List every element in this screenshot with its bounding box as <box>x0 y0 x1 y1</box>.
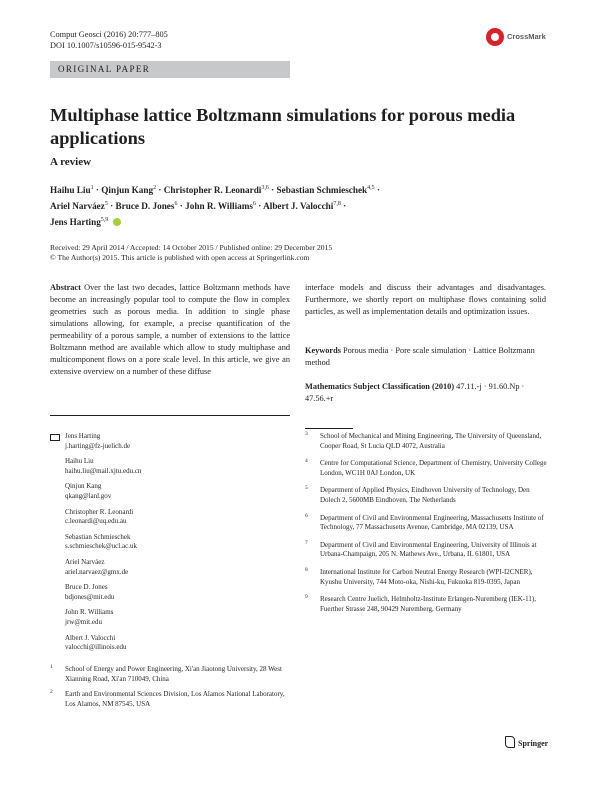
contact-name: Haihu Liu <box>65 457 94 466</box>
contact-entry <box>50 558 290 577</box>
affiliation-number: 2 <box>50 689 53 696</box>
affiliation <box>50 690 290 709</box>
affiliation-number: 4 <box>305 458 308 465</box>
contact-email[interactable]: qkang@lanl.gov <box>65 491 112 500</box>
crossmark-label: CrossMark <box>507 32 546 41</box>
orcid-icon[interactable] <box>113 218 121 226</box>
author[interactable]: Bruce D. Jones$^6$ <box>115 201 178 212</box>
author[interactable]: John R. Williams$^6$ <box>185 201 256 212</box>
affiliation <box>305 514 550 533</box>
affiliation-text: Research Centre Juelich, Helmholtz-Institute Erlangen-Nuremberg (IEK-11), Fuerther Strasse 248, 90429 Nuremberg, Germany <box>320 595 536 613</box>
author[interactable]: Ariel Narváez$^5$ <box>50 201 108 212</box>
affiliation-number: 5 <box>305 485 308 492</box>
affiliation <box>305 595 550 614</box>
affiliation-number: 1 <box>50 664 53 670</box>
affiliations-left <box>50 665 290 709</box>
affiliation <box>305 432 550 451</box>
contact-entry <box>50 457 290 476</box>
affiliation-text: International Institute for Carbon Neutral Energy Research (WPI-I2CNER), Kyushu University, 744 Moto-oka, Nishi-ku, Fukuoka 819-0395, Japan <box>320 567 533 586</box>
affiliation <box>50 665 290 684</box>
section-label: ORIGINAL PAPER <box>58 64 151 74</box>
contact-entry <box>50 533 290 552</box>
crossmark-icon <box>486 28 504 46</box>
contact-email[interactable]: j.harting@fz-juelich.de <box>65 441 131 450</box>
affiliation-text: Centre for Computational Science, Department of Chemistry, University College London, WC1H 0AJ London, UK <box>320 459 547 477</box>
affiliations-right <box>305 432 550 614</box>
contact-name: John R. Williams <box>65 608 114 617</box>
affiliation <box>305 459 550 478</box>
abstract-right: interface models and discuss their advantages and disadvantages. Furthermore, we shortly report on multiphase flows containing solid particles, as well as implementation details and optimization issues. <box>305 283 546 316</box>
contact-list <box>50 432 290 659</box>
journal-citation <box>50 30 168 51</box>
contact-email[interactable]: jrw@mit.edu <box>65 617 102 626</box>
author[interactable]: Albert J. Valocchi$^{7,8}$ <box>263 201 341 212</box>
crossmark-badge[interactable] <box>486 26 558 48</box>
contact-name: Sebastian Schmieschek <box>65 532 131 541</box>
affiliation-text: Department of Civil and Environmental Engineering, Massachusetts Institute of Technology, 77 Massachusetts Avenue, Cambridge, MA 02139, USA <box>320 513 544 532</box>
contact-email[interactable]: s.schmieschek@ucl.ac.uk <box>65 542 137 551</box>
abstract-label: Abstract <box>50 283 81 292</box>
contact-entry <box>50 508 290 527</box>
envelope-icon <box>50 434 60 441</box>
contact-name: Ariel Narváez <box>65 557 105 566</box>
contact-entry <box>50 482 290 501</box>
affiliation-text: Department of Civil and Environmental Engineering, University of Illinois at Urbana-Champaign, 205 N. Mathews Ave., Urbana, IL 61801, USA <box>320 540 537 559</box>
contact-name: Qinjun Kang <box>65 482 102 491</box>
contact-entry <box>50 608 290 627</box>
keywords-label: Keywords <box>305 346 341 355</box>
contact-entry <box>50 583 290 602</box>
footnote-rule <box>305 428 353 429</box>
author[interactable]: Christopher R. Leonardi$^{3,6}$ <box>163 185 269 196</box>
msc-label: Mathematics Subject Classification (2010) <box>305 382 455 391</box>
keywords-text: Porous media · Pore scale simulation · Lattice Boltzmann method <box>305 346 535 367</box>
abstract-text: Over the last two decades, lattice Boltzmann methods have become an increasingly popular tool to compute the flow in complex geometries such as porous media. In addition to single phase simulations allowing, for example, a precise quantification of the permeability of a porous sample, a number of extensions to the lattice Boltzmann method are available which allow to study multiphase and multicomponent flows on a pore scale level. In this article, we give an extensive overview on a number of these diffuse <box>50 283 290 376</box>
author[interactable]: Qinjun Kang$^2$ <box>101 185 157 196</box>
affiliation-number: 7 <box>305 539 308 546</box>
affiliation-number: 9 <box>305 594 308 601</box>
author[interactable]: Sebastian Schmieschek$^{4,5}$ <box>276 185 375 196</box>
msc-text: 47.11.-j · 91.60.Np · 47.56.+r <box>305 382 525 403</box>
affiliation-text: Department of Applied Physics, Eindhoven University of Technology, Den Dolech 2, 5600MB Eindhoven, The Netherlands <box>320 486 530 504</box>
contact-email[interactable]: haihu.liu@mail.xjtu.edu.cn <box>65 466 142 475</box>
contact-email[interactable]: ariel.narvaez@gmx.de <box>65 567 129 576</box>
contact-entry <box>50 432 290 451</box>
paper-title: Multiphase lattice Boltzmann simulations for porous media applications <box>50 105 516 148</box>
publisher-logo <box>505 736 565 750</box>
publisher-name: Springer <box>518 739 549 748</box>
doi-line[interactable]: DOI 10.1007/s10596-015-9542-3 <box>50 40 162 50</box>
dates-line: Received: 29 April 2014 / Accepted: 14 October 2015 / Published online: 29 December 2015 <box>50 243 333 252</box>
contact-name: Bruce D. Jones <box>65 583 108 592</box>
section-band <box>50 61 290 78</box>
affiliation-number: 8 <box>305 566 308 573</box>
affiliation-number: 6 <box>305 512 308 519</box>
journal-line: Comput Geosci (2016) 20:777–805 <box>50 30 168 39</box>
affiliation-text: School of Energy and Power Engineering, Xi'an Jiaotong University, 28 West Xianning Road, Xi'an 710049, China <box>65 665 282 683</box>
contact-email[interactable]: c.leonardi@uq.edu.au <box>65 517 127 526</box>
affiliation-text: Earth and Environmental Sciences Division, Los Alamos National Laboratory, Los Alamos, NM 87545, USA <box>65 690 285 708</box>
contact-name: Jens Harting <box>65 432 101 440</box>
publication-dates <box>50 243 332 262</box>
abstract-left <box>50 282 290 378</box>
contact-email[interactable]: bdjones@mit.edu <box>65 592 115 601</box>
footnote-rule <box>50 415 290 416</box>
affiliation <box>305 486 550 505</box>
paper-subtitle: A review <box>50 156 92 168</box>
msc-classification <box>305 381 546 405</box>
affiliation-text: School of Mechanical and Mining Engineering, The University of Queensland, Cooper Road, St Lucia QLD 4072, Australia <box>320 432 542 450</box>
affiliation-number: 3 <box>305 431 308 437</box>
contact-name: Christopher R. Leonardi <box>65 507 134 516</box>
contact-name: Albert J. Valocchi <box>65 633 116 642</box>
author-list: Haihu Liu$^1$ · Qinjun Kang$^2$ · Christopher R. Leonardi$^{3,6}$ · Sebastian Schmieschek$^{4,5}$ · Ariel Narváez$^5$ · Bruce D. Jones$^6$ · John R. Williams$^6$ · Albert J. Valocchi$^{7,8}$ · Jens Harting$^{5,9}$ <box>50 185 381 228</box>
contact-entry <box>50 634 290 653</box>
author[interactable]: Jens Harting$^{5,9}$ <box>50 217 109 228</box>
contact-email[interactable]: valocchi@illinois.edu <box>65 643 127 652</box>
keywords <box>305 345 546 369</box>
author[interactable]: Haihu Liu$^1$ <box>50 185 94 196</box>
affiliation <box>305 541 550 560</box>
affiliation <box>305 568 550 587</box>
copyright-line: © The Author(s) 2015. This article is published with open access at Springerlink.com <box>50 252 310 262</box>
springer-horse-icon <box>505 736 515 748</box>
